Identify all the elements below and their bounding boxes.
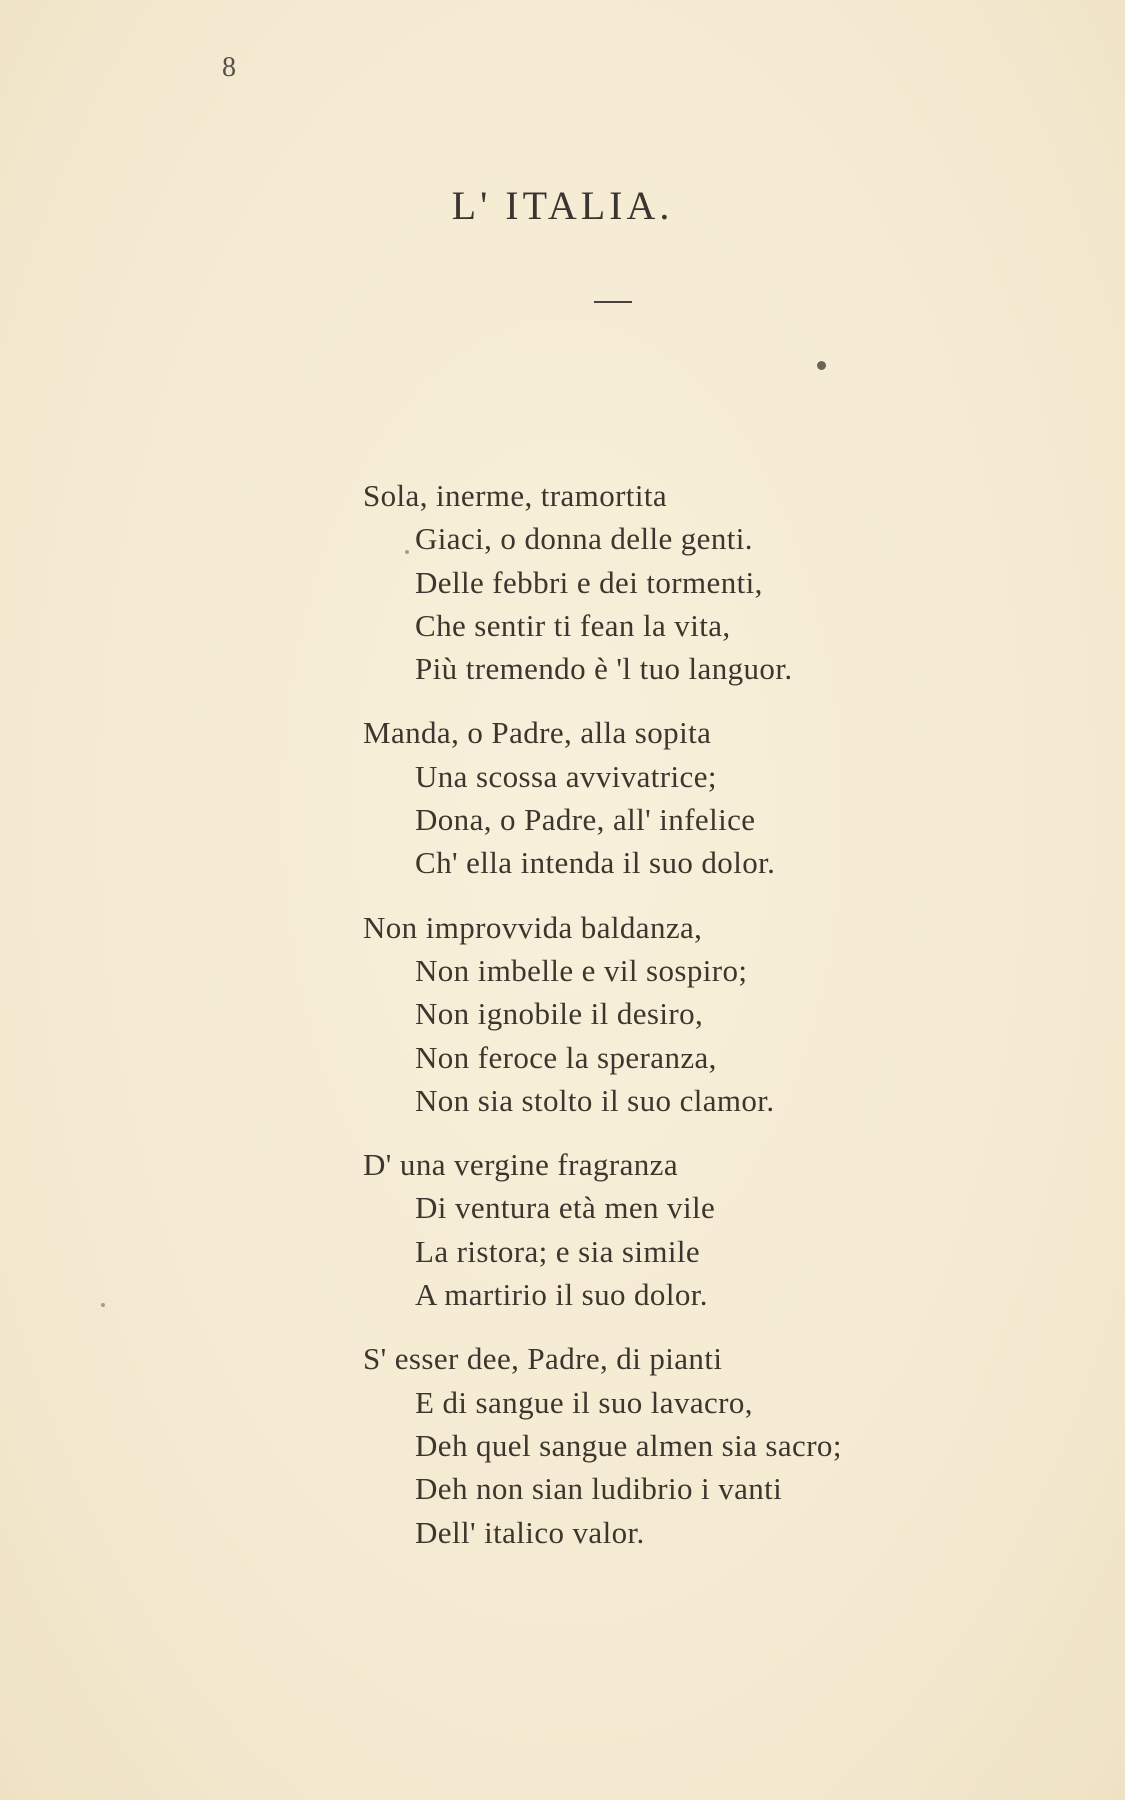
verse-line: Non sia stolto il suo clamor. (415, 1082, 775, 1118)
verse-line: La ristora; e sia simile (415, 1233, 701, 1269)
title-rule (594, 301, 632, 303)
verse-line: Dona, o Padre, all' infelice (415, 802, 756, 838)
stanza-2 (363, 711, 842, 884)
verse-line: Ch' ella intenda il suo dolor. (415, 845, 776, 881)
verse-line: S' esser dee, Padre, di pianti (363, 1341, 723, 1377)
verse-line: Giaci, o donna delle genti. (415, 521, 753, 557)
poem-title: L' ITALIA. (451, 183, 674, 228)
verse-line: E di sangue il suo lavacro, (415, 1384, 753, 1420)
verse-line: Non ignobile il desiro, (415, 996, 704, 1032)
stanza-5 (363, 1337, 842, 1553)
verse-line: Non feroce la speranza, (415, 1039, 717, 1075)
verse-line: Deh non sian ludibrio i vanti (415, 1471, 783, 1507)
verse-line: Non improvvida baldanza, (363, 909, 703, 945)
ink-speck (817, 361, 826, 370)
verse-line: Sola, inerme, tramortita (363, 478, 668, 513)
verse-line: D' una vergine fragranza (363, 1147, 678, 1183)
verse-line: Delle febbri e dei tormenti, (415, 564, 763, 600)
verse-line: Che sentir ti fean la vita, (415, 607, 731, 643)
verse-line: Una scossa avvivatrice; (415, 758, 717, 794)
verse-line: Deh quel sangue almen sia sacro; (415, 1427, 842, 1463)
page-number: 8 (222, 52, 236, 83)
verse-line: Dell' italico valor. (415, 1514, 645, 1550)
verse-line: Più tremendo è 'l tuo languor. (415, 651, 793, 687)
verse-line: Di ventura età men vile (415, 1190, 716, 1226)
stanza-1 (363, 474, 842, 690)
stanza-3 (363, 906, 842, 1122)
ink-speck (101, 1303, 105, 1307)
poem-body (363, 474, 842, 1575)
stanza-4 (363, 1143, 842, 1316)
verse-line: Manda, o Padre, alla sopita (363, 715, 712, 751)
verse-line: Non imbelle e vil sospiro; (415, 952, 748, 988)
verse-line: A martirio il suo dolor. (415, 1277, 708, 1313)
